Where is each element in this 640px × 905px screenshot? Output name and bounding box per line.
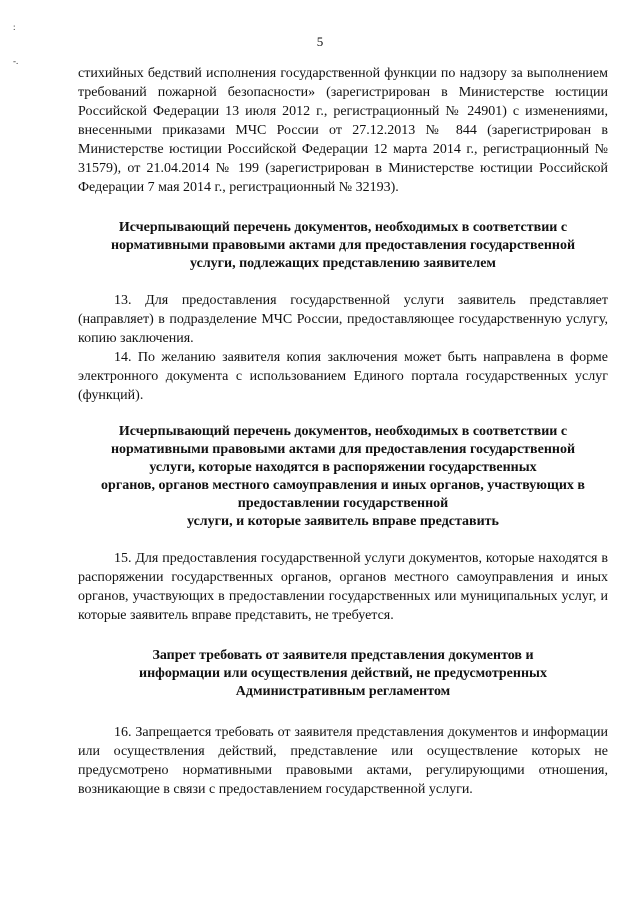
heading-line: органов, органов местного самоуправления и иных органов, участвующих в — [101, 478, 585, 493]
section-heading-required-documents — [78, 219, 608, 273]
section-heading-prohibition — [78, 647, 608, 701]
heading-line: услуги, подлежащих представлению заявителем — [190, 256, 496, 271]
section-heading-other-documents — [78, 423, 608, 531]
document-body — [78, 64, 608, 799]
intro-paragraph: стихийных бедствий исполнения государственной функции по надзору за выполнением требований пожарной безопасности» (зарегистрирован в Министерстве юстиции Российской Федерации 13 июля 2012 г., регистрационный № 24901) с изменениями, внесенными приказами МЧС России от 27.12.2013 № 844 (зарегистрирован в Министерстве юстиции Российской Федерации 12 марта 2014 г., регистрационный № 31579), от 21.04.2014 № 199 (зарегистрирован в Министерстве юстиции Российской Федерации 7 мая 2014 г., регистрационный № 32193). — [78, 66, 608, 195]
paragraph-14: 14. По желанию заявителя копия заключения может быть направлена в форме электронного документа с использованием Единого портала государственных услуг (функций). — [78, 350, 608, 403]
heading-line: информации или осуществления действий, не предусмотренных — [139, 666, 547, 681]
heading-line: Запрет требовать от заявителя представления документов и — [152, 648, 534, 663]
paragraph-16: 16. Запрещается требовать от заявителя представления документов и информации или осуществления действий, представление или осуществление которых не предусмотрено нормативными правовыми актами, регулирующими отношения, возникающие в связи с предоставлением государственной услуги. — [78, 725, 608, 797]
heading-line: услуги, и которые заявитель вправе представить — [187, 514, 499, 529]
margin-mark: : — [13, 22, 16, 32]
margin-mark: -. — [13, 56, 19, 66]
heading-line: Исчерпывающий перечень документов, необходимых в соответствии с — [118, 220, 568, 235]
paragraph-15: 15. Для предоставления государственной услуги документов, которые находятся в распоряжении государственных органов, органов местного самоуправления и иных органов, участвующих в предоставлении государственных или муниципальных услуг, и которые заявитель вправе представить, не требуется. — [78, 551, 608, 623]
heading-line: нормативными правовыми актами для предоставления государственной — [110, 238, 576, 253]
heading-line: нормативными правовыми актами для предоставления государственной — [110, 442, 576, 457]
heading-line: Административным регламентом — [235, 684, 451, 699]
page-number: 5 — [316, 34, 324, 49]
heading-line: услуги, которые находятся в распоряжении государственных — [149, 460, 537, 475]
paragraph-13: 13. Для предоставления государственной услуги заявитель представляет (направляет) в подразделение МЧС России, предоставляющее государственную услугу, копию заключения. — [78, 293, 608, 346]
heading-line: Исчерпывающий перечень документов, необходимых в соответствии с — [118, 424, 568, 439]
heading-line: предоставлении государственной — [237, 496, 449, 511]
